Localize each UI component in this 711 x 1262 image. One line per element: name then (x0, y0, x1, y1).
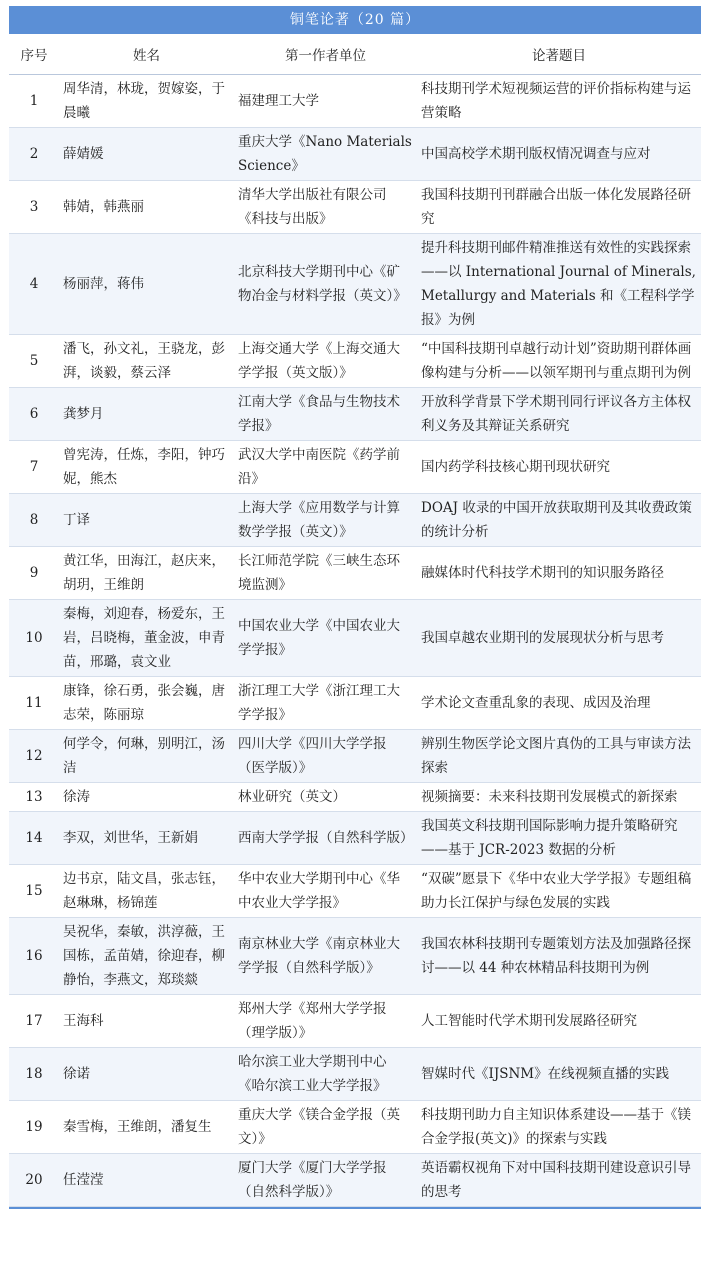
row-index: 17 (9, 995, 59, 1048)
row-authors: 王海科 (59, 995, 234, 1048)
row-authors: 周华清，林珑，贺嫁姿，于晨曦 (59, 75, 234, 128)
papers-table (9, 34, 701, 1207)
table-row (9, 1154, 701, 1207)
table-row (9, 1048, 701, 1101)
table-row (9, 388, 701, 441)
row-index: 12 (9, 730, 59, 783)
row-unit: 清华大学出版社有限公司《科技与出版》 (234, 181, 417, 234)
row-paper-title: 我国英文科技期刊国际影响力提升策略研究——基于 JCR-2023 数据的分析 (417, 812, 701, 865)
row-paper-title: 学术论文查重乱象的表现、成因及治理 (417, 677, 701, 730)
row-unit: 重庆大学《Nano Materials Science》 (234, 128, 417, 181)
row-unit: 长江师范学院《三峡生态环境监测》 (234, 547, 417, 600)
row-index: 3 (9, 181, 59, 234)
table-row (9, 1101, 701, 1154)
row-paper-title: “中国科技期刊卓越行动计划”资助期刊群体画像构建与分析——以领军期刊与重点期刊为例 (417, 335, 701, 388)
row-paper-title: DOAJ 收录的中国开放获取期刊及其收费政策的统计分析 (417, 494, 701, 547)
award-table-container (9, 6, 701, 1209)
table-title: 铜笔论著（20 篇） (9, 6, 701, 34)
row-authors: 徐诺 (59, 1048, 234, 1101)
table-row (9, 600, 701, 677)
table-row (9, 181, 701, 234)
row-paper-title: 科技期刊学术短视频运营的评价指标构建与运营策略 (417, 75, 701, 128)
row-paper-title: 融媒体时代科技学术期刊的知识服务路径 (417, 547, 701, 600)
row-authors: 丁译 (59, 494, 234, 547)
row-index: 11 (9, 677, 59, 730)
table-row (9, 812, 701, 865)
row-unit: 西南大学学报（自然科学版） (234, 812, 417, 865)
table-row (9, 918, 701, 995)
row-paper-title: 我国农林科技期刊专题策划方法及加强路径探讨——以 44 种农林精品科技期刊为例 (417, 918, 701, 995)
table-row (9, 783, 701, 812)
row-index: 7 (9, 441, 59, 494)
row-index: 15 (9, 865, 59, 918)
row-authors: 何学令，何琳，别明江，汤洁 (59, 730, 234, 783)
table-row (9, 865, 701, 918)
row-authors: 潘飞，孙文礼，王骁龙，彭湃，谈毅，蔡云泽 (59, 335, 234, 388)
row-paper-title: 提升科技期刊邮件精准推送有效性的实践探索——以 International Journal of Minerals, Metallurgy and Materials 和《工程科学学报》为例 (417, 234, 701, 335)
row-index: 2 (9, 128, 59, 181)
header-paper-title: 论著题目 (417, 34, 701, 75)
row-unit: 福建理工大学 (234, 75, 417, 128)
row-authors: 任滢滢 (59, 1154, 234, 1207)
row-unit: 重庆大学《镁合金学报（英文）》 (234, 1101, 417, 1154)
table-bottom-rule (9, 1207, 701, 1209)
row-unit: 南京林业大学《南京林业大学学报（自然科学版）》 (234, 918, 417, 995)
header-unit: 第一作者单位 (234, 34, 417, 75)
row-authors: 曾宪涛，任炼，李阳，钟巧妮，熊杰 (59, 441, 234, 494)
row-index: 10 (9, 600, 59, 677)
row-unit: 武汉大学中南医院《药学前沿》 (234, 441, 417, 494)
table-row (9, 494, 701, 547)
row-unit: 郑州大学《郑州大学学报（理学版）》 (234, 995, 417, 1048)
header-row (9, 34, 701, 75)
row-index: 6 (9, 388, 59, 441)
row-index: 1 (9, 75, 59, 128)
table-row (9, 677, 701, 730)
row-unit: 江南大学《食品与生物技术学报》 (234, 388, 417, 441)
row-index: 9 (9, 547, 59, 600)
row-unit: 华中农业大学期刊中心《华中农业大学学报》 (234, 865, 417, 918)
row-paper-title: 国内药学科技核心期刊现状研究 (417, 441, 701, 494)
row-authors: 边书京，陆文昌，张志钰，赵琳琳，杨锦莲 (59, 865, 234, 918)
table-row (9, 75, 701, 128)
row-index: 4 (9, 234, 59, 335)
row-authors: 龚梦月 (59, 388, 234, 441)
row-unit: 浙江理工大学《浙江理工大学学报》 (234, 677, 417, 730)
row-index: 19 (9, 1101, 59, 1154)
row-index: 8 (9, 494, 59, 547)
table-row (9, 441, 701, 494)
header-index: 序号 (9, 34, 59, 75)
row-unit: 四川大学《四川大学学报（医学版）》 (234, 730, 417, 783)
row-authors: 康锋，徐石勇，张会巍，唐志荣，陈丽琼 (59, 677, 234, 730)
row-authors: 杨丽萍，蒋伟 (59, 234, 234, 335)
row-authors: 徐涛 (59, 783, 234, 812)
row-paper-title: 英语霸权视角下对中国科技期刊建设意识引导的思考 (417, 1154, 701, 1207)
row-index: 16 (9, 918, 59, 995)
header-name: 姓名 (59, 34, 234, 75)
row-paper-title: 我国科技期刊刊群融合出版一体化发展路径研究 (417, 181, 701, 234)
row-unit: 中国农业大学《中国农业大学学报》 (234, 600, 417, 677)
row-index: 18 (9, 1048, 59, 1101)
row-unit: 厦门大学《厦门大学学报（自然科学版）》 (234, 1154, 417, 1207)
row-paper-title: 科技期刊助力自主知识体系建设——基于《镁合金学报(英文)》的探索与实践 (417, 1101, 701, 1154)
row-index: 14 (9, 812, 59, 865)
row-index: 5 (9, 335, 59, 388)
row-authors: 李双，刘世华，王新娟 (59, 812, 234, 865)
row-paper-title: 智媒时代《IJSNM》在线视频直播的实践 (417, 1048, 701, 1101)
table-row (9, 128, 701, 181)
row-authors: 黄江华，田海江，赵庆来，胡玥，王维朗 (59, 547, 234, 600)
table-row (9, 335, 701, 388)
table-row (9, 547, 701, 600)
row-paper-title: “双碳”愿景下《华中农业大学学报》专题组稿助力长江保护与绿色发展的实践 (417, 865, 701, 918)
row-unit: 林业研究（英文） (234, 783, 417, 812)
row-authors: 秦雪梅，王维朗，潘复生 (59, 1101, 234, 1154)
row-unit: 上海交通大学《上海交通大学学报（英文版）》 (234, 335, 417, 388)
row-paper-title: 开放科学背景下学术期刊同行评议各方主体权利义务及其辩证关系研究 (417, 388, 701, 441)
row-unit: 哈尔滨工业大学期刊中心《哈尔滨工业大学学报》 (234, 1048, 417, 1101)
row-paper-title: 中国高校学术期刊版权情况调查与应对 (417, 128, 701, 181)
row-authors: 薛婧媛 (59, 128, 234, 181)
table-row (9, 730, 701, 783)
row-unit: 北京科技大学期刊中心《矿物冶金与材料学报（英文）》 (234, 234, 417, 335)
row-paper-title: 辨别生物医学论文图片真伪的工具与审读方法探索 (417, 730, 701, 783)
row-paper-title: 人工智能时代学术期刊发展路径研究 (417, 995, 701, 1048)
row-paper-title: 视频摘要：未来科技期刊发展模式的新探索 (417, 783, 701, 812)
row-unit: 上海大学《应用数学与计算数学学报（英文）》 (234, 494, 417, 547)
table-row (9, 995, 701, 1048)
row-paper-title: 我国卓越农业期刊的发展现状分析与思考 (417, 600, 701, 677)
row-authors: 秦梅，刘迎春，杨爱东，王岩，吕晓梅，董金波，申青苗，邢璐，袁文业 (59, 600, 234, 677)
row-authors: 韩婧，韩燕丽 (59, 181, 234, 234)
row-index: 20 (9, 1154, 59, 1207)
row-authors: 吴祝华，秦敏，洪淳薇，王国栋，孟苗婧，徐迎春，柳静怡，李燕文，郑琰燚 (59, 918, 234, 995)
table-row (9, 234, 701, 335)
row-index: 13 (9, 783, 59, 812)
